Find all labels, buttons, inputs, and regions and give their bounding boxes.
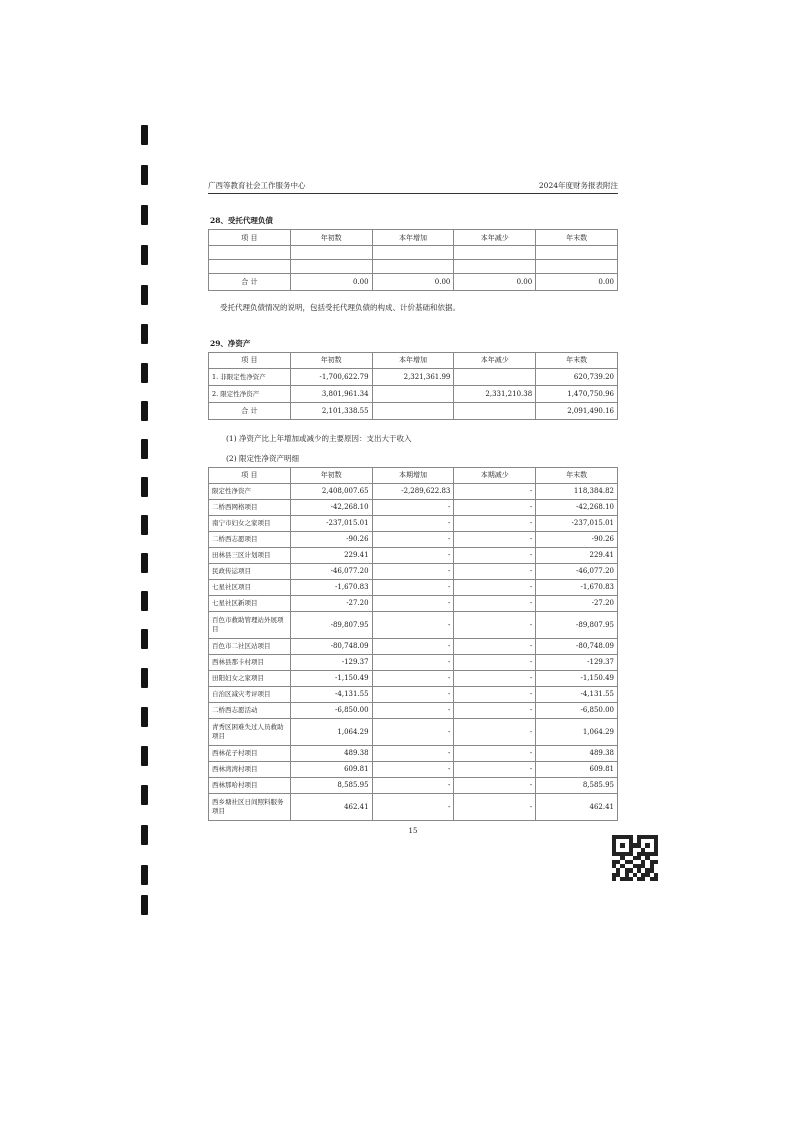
cell-value: -89,807.95 — [290, 611, 372, 638]
cell-value: - — [372, 611, 454, 638]
col-header: 项 目 — [209, 230, 291, 246]
cell-value: - — [454, 515, 536, 531]
page-header — [208, 176, 618, 194]
row-label: 1. 非限定性净资产 — [209, 369, 291, 386]
cell-value: - — [372, 547, 454, 563]
cell-value: 229.41 — [290, 547, 372, 563]
row-label: 青秀区困难失过人员救助项目 — [209, 718, 291, 745]
cell-value: - — [372, 670, 454, 686]
row-label: 民政传运项目 — [209, 563, 291, 579]
section-29-title: 29、净资产 — [210, 338, 251, 348]
cell-value: - — [372, 579, 454, 595]
table-header-row — [209, 467, 618, 483]
cell-value: 609.81 — [536, 761, 618, 777]
cell-value: - — [454, 638, 536, 654]
table-row — [209, 403, 618, 420]
binding-hole-icon — [141, 591, 148, 611]
total-value: 0.00 — [454, 274, 536, 291]
cell-value: -46,077.20 — [536, 563, 618, 579]
binding-hole-icon — [141, 895, 148, 915]
cell-value: - — [454, 670, 536, 686]
cell-value: - — [454, 686, 536, 702]
cell-value: 462.41 — [536, 793, 618, 820]
section-29-note-1: (1) 净资产比上年增加或减少的主要原因：支出大于收入 — [226, 434, 412, 444]
cell-value: -1,150.49 — [290, 670, 372, 686]
cell-value: 229.41 — [536, 547, 618, 563]
cell-value: -4,131.55 — [290, 686, 372, 702]
cell-value: -129.37 — [536, 654, 618, 670]
col-header: 本年增加 — [372, 230, 454, 246]
cell-value: - — [454, 499, 536, 515]
cell-value: -42,268.10 — [536, 499, 618, 515]
col-header: 年初数 — [290, 353, 372, 369]
table-row — [209, 260, 618, 274]
cell-value: 8,585.95 — [290, 777, 372, 793]
row-label: 西乡塘社区日间照料服务项目 — [209, 793, 291, 820]
cell-value: 2,331,210.38 — [454, 386, 536, 403]
total-value: 0.00 — [290, 274, 372, 291]
col-header: 年末数 — [536, 353, 618, 369]
cell-value: -27.20 — [290, 595, 372, 611]
row-label: 田阳妇女之家项目 — [209, 670, 291, 686]
cell-value: - — [372, 638, 454, 654]
section-28-title: 28、受托代理负债 — [210, 216, 273, 225]
cell-value: - — [454, 745, 536, 761]
table-row — [209, 563, 618, 579]
cell-value: - — [372, 515, 454, 531]
cell-value: 1,470,750.96 — [536, 386, 618, 403]
binding-hole-icon — [141, 125, 148, 145]
row-label: 七星社区新项目 — [209, 595, 291, 611]
cell-value: -1,700,622.79 — [290, 369, 372, 386]
cell-value: - — [454, 611, 536, 638]
cell-value: - — [454, 563, 536, 579]
cell-value: -1,670.83 — [536, 579, 618, 595]
document-page — [208, 176, 618, 836]
cell-value: 8,585.95 — [536, 777, 618, 793]
table-row — [209, 531, 618, 547]
cell-value: 2,321,361.99 — [372, 369, 454, 386]
row-label: 西林花子村项目 — [209, 745, 291, 761]
cell-value: -6,850.00 — [536, 702, 618, 718]
binding-hole-icon — [141, 785, 148, 805]
cell-value: -2,289,622.83 — [372, 483, 454, 499]
table-row — [209, 638, 618, 654]
cell-value: -42,268.10 — [290, 499, 372, 515]
binding-hole-icon — [141, 668, 148, 688]
table-row — [209, 670, 618, 686]
table-header-row — [209, 353, 618, 369]
cell-value: -129.37 — [290, 654, 372, 670]
cell-value — [372, 386, 454, 403]
col-header: 本年增加 — [372, 353, 454, 369]
cell-value: -1,150.49 — [536, 670, 618, 686]
table-row — [209, 777, 618, 793]
binding-hole-icon — [141, 245, 148, 265]
col-header: 年末数 — [536, 230, 618, 246]
row-label: 2. 限定性净资产 — [209, 386, 291, 403]
cell-value: - — [454, 793, 536, 820]
col-header: 年初数 — [290, 230, 372, 246]
entrusted-liabilities-table — [208, 229, 618, 291]
section-28-note: 受托代理负债情况的说明，包括受托代理负债的构成、计价基础和依据。 — [220, 303, 460, 313]
binding-hole-icon — [141, 401, 148, 421]
cell-value: - — [372, 745, 454, 761]
cell-value: -237,015.01 — [536, 515, 618, 531]
table-row — [209, 761, 618, 777]
table-row — [209, 611, 618, 638]
binding-hole-icon — [141, 746, 148, 766]
cell-value: -1,670.83 — [290, 579, 372, 595]
cell-value: - — [454, 761, 536, 777]
binding-hole-icon — [141, 363, 148, 383]
cell-value: 609.81 — [290, 761, 372, 777]
col-header: 本期增加 — [372, 467, 454, 483]
cell-value: 2,101,338.55 — [290, 403, 372, 420]
restricted-net-assets-table — [208, 467, 618, 821]
table-row — [209, 793, 618, 820]
cell-value: - — [372, 718, 454, 745]
table-row — [209, 369, 618, 386]
cell-value: - — [454, 595, 536, 611]
binding-hole-icon — [141, 629, 148, 649]
section-29-note-2: (2) 限定性净资产明细 — [226, 453, 300, 463]
cell-value: 489.38 — [290, 745, 372, 761]
binding-hole-icon — [141, 285, 148, 305]
net-assets-table — [208, 352, 618, 420]
cell-value: -6,850.00 — [290, 702, 372, 718]
cell-value: - — [372, 531, 454, 547]
row-label: 二桥西志愿项目 — [209, 531, 291, 547]
row-label: 二桥西志愿活动 — [209, 702, 291, 718]
row-label: 西林湾湾村项目 — [209, 761, 291, 777]
cell-value: -27.20 — [536, 595, 618, 611]
cell-value — [454, 403, 536, 420]
table-row — [209, 515, 618, 531]
cell-value: - — [372, 793, 454, 820]
total-value: 0.00 — [372, 274, 454, 291]
table-row — [209, 246, 618, 260]
binding-hole-icon — [141, 553, 148, 573]
binding-hole-icon — [141, 865, 148, 885]
table-header-row — [209, 230, 618, 246]
cell-value: -90.26 — [536, 531, 618, 547]
row-label: 七星社区项目 — [209, 579, 291, 595]
cell-value: - — [372, 686, 454, 702]
binding-hole-icon — [141, 324, 148, 344]
cell-value: - — [454, 579, 536, 595]
col-header: 项 目 — [209, 353, 291, 369]
qr-code-icon — [612, 835, 658, 881]
table-row — [209, 654, 618, 670]
binding-hole-icon — [141, 515, 148, 535]
col-header: 本年减少 — [454, 353, 536, 369]
cell-value: -237,015.01 — [290, 515, 372, 531]
cell-value: -46,077.20 — [290, 563, 372, 579]
cell-value: 2,091,490.16 — [536, 403, 618, 420]
binding-hole-icon — [141, 825, 148, 845]
binding-hole-icon — [141, 205, 148, 225]
table-row — [209, 483, 618, 499]
cell-value: - — [454, 777, 536, 793]
binding-hole-icon — [141, 439, 148, 459]
cell-value — [454, 369, 536, 386]
col-header: 本年减少 — [454, 230, 536, 246]
cell-value: - — [372, 761, 454, 777]
cell-value: 118,384.82 — [536, 483, 618, 499]
binding-marks — [141, 125, 149, 915]
cell-value: - — [372, 563, 454, 579]
row-label: 南宁市妇女之家项目 — [209, 515, 291, 531]
row-label: 二桥西网格项目 — [209, 499, 291, 515]
cell-value: 620,739.20 — [536, 369, 618, 386]
cell-value: - — [454, 654, 536, 670]
cell-value: - — [454, 547, 536, 563]
header-org: 广西等教育社会工作服务中心 — [208, 180, 306, 190]
cell-value: 1,064.29 — [290, 718, 372, 745]
cell-value: - — [372, 654, 454, 670]
row-label: 田林县三区计划项目 — [209, 547, 291, 563]
cell-value: - — [372, 595, 454, 611]
cell-value: - — [372, 702, 454, 718]
cell-value: - — [454, 702, 536, 718]
total-value: 0.00 — [536, 274, 618, 291]
cell-value: - — [454, 531, 536, 547]
cell-value: 489.38 — [536, 745, 618, 761]
binding-hole-icon — [141, 165, 148, 185]
cell-value: 1,064.29 — [536, 718, 618, 745]
cell-value: 3,801,961.34 — [290, 386, 372, 403]
col-header: 项 目 — [209, 467, 291, 483]
cell-value: - — [454, 718, 536, 745]
row-label: 限定性净资产 — [209, 483, 291, 499]
table-row — [209, 595, 618, 611]
cell-value: -90.26 — [290, 531, 372, 547]
total-row — [209, 274, 618, 291]
col-header: 本期减少 — [454, 467, 536, 483]
cell-value: - — [454, 483, 536, 499]
col-header: 年初数 — [290, 467, 372, 483]
row-label: 百色市救助管理站外展项目 — [209, 611, 291, 638]
cell-value: -80,748.09 — [290, 638, 372, 654]
binding-hole-icon — [141, 477, 148, 497]
cell-value: - — [372, 777, 454, 793]
cell-value — [372, 403, 454, 420]
col-header: 年末数 — [536, 467, 618, 483]
cell-value: -80,748.09 — [536, 638, 618, 654]
table-row — [209, 702, 618, 718]
table-row — [209, 686, 618, 702]
table-row — [209, 386, 618, 403]
table-row — [209, 547, 618, 563]
header-report: 2024年度财务报表附注 — [538, 180, 618, 190]
cell-value: -4,131.55 — [536, 686, 618, 702]
cell-value: 462.41 — [290, 793, 372, 820]
row-label: 自治区减灾考评项目 — [209, 686, 291, 702]
row-label: 合 计 — [209, 403, 291, 420]
table-row — [209, 499, 618, 515]
cell-value: - — [372, 499, 454, 515]
cell-value: 2,408,007.65 — [290, 483, 372, 499]
page-number: 15 — [408, 826, 418, 835]
table-row — [209, 718, 618, 745]
table-row — [209, 579, 618, 595]
table-row — [209, 745, 618, 761]
row-label: 西林县那卡村项目 — [209, 654, 291, 670]
total-label: 合 计 — [209, 274, 291, 291]
binding-hole-icon — [141, 707, 148, 727]
cell-value: -89,807.95 — [536, 611, 618, 638]
row-label: 百色市二社区站项目 — [209, 638, 291, 654]
row-label: 西林那哈村项目 — [209, 777, 291, 793]
